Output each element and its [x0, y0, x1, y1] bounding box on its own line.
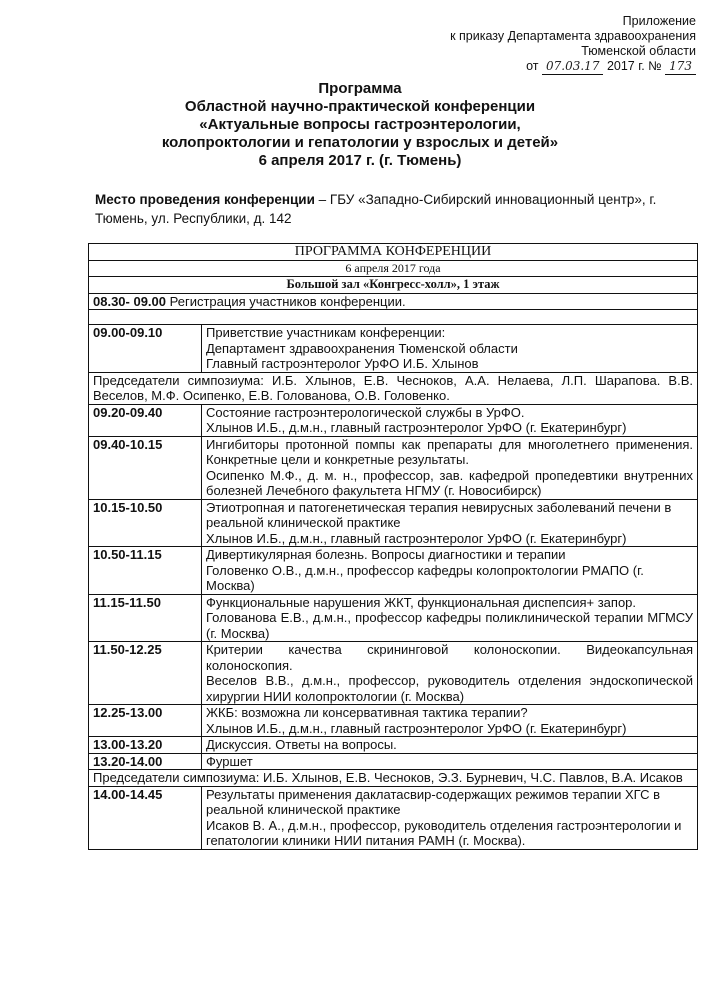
table-row: [89, 705, 698, 737]
session-details: [202, 404, 698, 436]
session-details: [202, 594, 698, 642]
session-time: 09.40-10.15: [89, 436, 202, 499]
session-speaker: Исаков В. А., д.м.н., профессор, руководитель отделения гастроэнтерологии и гепатологии клиники НИИ питания РАМН (г. Москва).: [206, 817, 682, 848]
session-time: 14.00-14.45: [89, 786, 202, 849]
session-speaker: Осипенко М.Ф., д. м. н., профессор, зав. кафедрой пропедевтики внутренних болезней Лечебного факультета НГМУ (г. Новосибирск): [206, 467, 693, 498]
session-speaker: Голованова Е.В., д.м.н., профессор кафедры поликлинической терапии МГМСУ (г. Москва): [206, 610, 693, 641]
session-title: Критерии качества скрининговой колоноскопии. Видеокапсульная колоноскопия.: [206, 642, 693, 673]
session-speaker: Хлынов И.Б., д.м.н., главный гастроэнтеролог УрФО (г. Екатеринбург): [206, 530, 627, 546]
chairs-label: Председатели симпозиума:: [93, 770, 260, 785]
program-table: [88, 243, 698, 850]
chairs-names: И.Б. Хлынов, Е.В. Чесноков, Э.З. Бурневич, Ч.С. Павлов, В.А. Исаков: [259, 770, 683, 785]
program-date: 6 апреля 2017 года: [89, 260, 698, 277]
title-line-4: колопроктологии и гепатологии у взрослых и детей»: [161, 134, 559, 151]
title-line-5: 6 апреля 2017 г. (г. Тюмень): [258, 152, 462, 169]
appendix-line-1: Приложение: [622, 14, 696, 28]
session-time: 09.20-09.40: [89, 404, 202, 436]
session-speaker: Хлынов И.Б., д.м.н., главный гастроэнтеролог УрФО (г. Екатеринбург): [206, 720, 627, 736]
session-time: 13.20-14.00: [89, 753, 202, 770]
session-details: [202, 737, 698, 754]
title-line-3: «Актуальные вопросы гастроэнтерологии,: [199, 116, 521, 133]
chairs-names: И.Б. Хлынов, Е.В. Чесноков, А.А. Нелаева, Л.П. Шарапова. В.В. Веселов, М.Ф. Осипенко, Е.В. Голованова, О.В. Головенко.: [93, 372, 693, 403]
registration-cell: [89, 293, 698, 310]
program-header-row: [89, 244, 698, 261]
session-speaker: Хлынов И.Б., д.м.н., главный гастроэнтеролог УрФО (г. Екатеринбург): [206, 420, 627, 435]
session-title: Приветствие участникам конференции:: [206, 325, 446, 340]
table-row: [89, 642, 698, 705]
order-number-handwritten: 173: [665, 59, 696, 75]
chairs-cell: [89, 372, 698, 404]
session-time: 12.25-13.00: [89, 705, 202, 737]
registration-time: 08.30- 09.00: [93, 293, 167, 309]
session-title: Результаты применения даклатасвир-содержащих режимов терапии ХГС в реальной клинической практике: [206, 786, 661, 817]
session-details: [202, 642, 698, 705]
program-header: ПРОГРАММА КОНФЕРЕНЦИИ: [89, 244, 698, 261]
session-details: [202, 436, 698, 499]
spacer-row: [89, 310, 698, 325]
appendix-order-row: [450, 59, 696, 75]
registration-text: Регистрация участников конференции.: [166, 293, 406, 309]
appendix-from-label: от: [526, 59, 539, 73]
title-line-2: Областной научно-практической конференции: [184, 98, 536, 115]
session-details: [202, 753, 698, 770]
session-title: Этиотропная и патогенетическая терапия невирусных заболеваний печени в реальной клинической практике: [206, 499, 672, 530]
session-speaker: Департамент здравоохранения Тюменской области: [206, 340, 518, 356]
session-time: 13.00-13.20: [89, 737, 202, 754]
session-title: Фуршет: [206, 753, 253, 769]
session-time: 09.00-09.10: [89, 325, 202, 373]
session-time: 11.50-12.25: [89, 642, 202, 705]
table-row: [89, 404, 698, 436]
appendix-line-3: Тюменской области: [581, 44, 696, 58]
session-details: [202, 547, 698, 595]
program-hall: Большой зал «Конгресс-холл», 1 этаж: [89, 277, 698, 294]
session-speaker-2: Главный гастроэнтеролог УрФО И.Б. Хлынов: [206, 356, 479, 371]
table-row: [89, 325, 698, 373]
session-details: [202, 325, 698, 373]
table-row: [89, 594, 698, 642]
spacer-cell: [89, 310, 698, 325]
table-row: [89, 547, 698, 595]
session-title: Дискуссия. Ответы на вопросы.: [206, 737, 397, 752]
session-speaker: Веселов В.В., д.м.н., профессор, руководитель отделения эндоскопической хирургии НИИ колопроктологии (г. Москва): [206, 673, 693, 704]
session-time: 10.15-10.50: [89, 499, 202, 547]
session-details: [202, 786, 698, 849]
table-row: [89, 737, 698, 754]
session-title: Дивертикулярная болезнь. Вопросы диагностики и терапии: [206, 547, 566, 562]
chairs-row: [89, 770, 698, 787]
appendix-block: [450, 14, 696, 75]
appendix-line-2: к приказу Департамента здравоохранения: [450, 29, 696, 43]
venue-paragraph: [95, 190, 685, 228]
order-year-label: 2017 г. №: [606, 59, 662, 73]
venue-label: Место проведения конференции: [95, 192, 315, 207]
session-details: [202, 499, 698, 547]
table-row: [89, 499, 698, 547]
session-time: 11.15-11.50: [89, 594, 202, 642]
chairs-row: [89, 372, 698, 404]
table-row: [89, 786, 698, 849]
program-date-row: [89, 260, 698, 277]
document-title: [0, 80, 720, 170]
chairs-label: Председатели симпозиума:: [93, 372, 264, 388]
venue-text: – ГБУ «Западно-Сибирский инновационный центр», г. Тюмень, ул. Республики, д. 142: [95, 192, 657, 226]
order-date-handwritten: 07.03.17: [542, 59, 603, 75]
session-time: 10.50-11.15: [89, 547, 202, 595]
program-hall-row: [89, 277, 698, 294]
table-row: [89, 436, 698, 499]
title-line-1: Программа: [318, 80, 402, 97]
registration-row: [89, 293, 698, 310]
session-details: [202, 705, 698, 737]
session-title: Состояние гастроэнтерологической службы в УрФО.: [206, 404, 525, 420]
session-title: ЖКБ: возможна ли консервативная тактика терапии?: [206, 705, 528, 720]
table-row: [89, 753, 698, 770]
session-speaker: Головенко О.В., д.м.н., профессор кафедры колопроктологии РМАПО (г. Москва): [206, 562, 644, 593]
session-title: Функциональные нарушения ЖКТ, функциональная диспепсия+ запор.: [206, 594, 637, 610]
session-title: Ингибиторы протонной помпы как препараты для многолетнего применения. Конкретные цели и конкретные результаты.: [206, 436, 693, 467]
chairs-cell: [89, 770, 698, 787]
